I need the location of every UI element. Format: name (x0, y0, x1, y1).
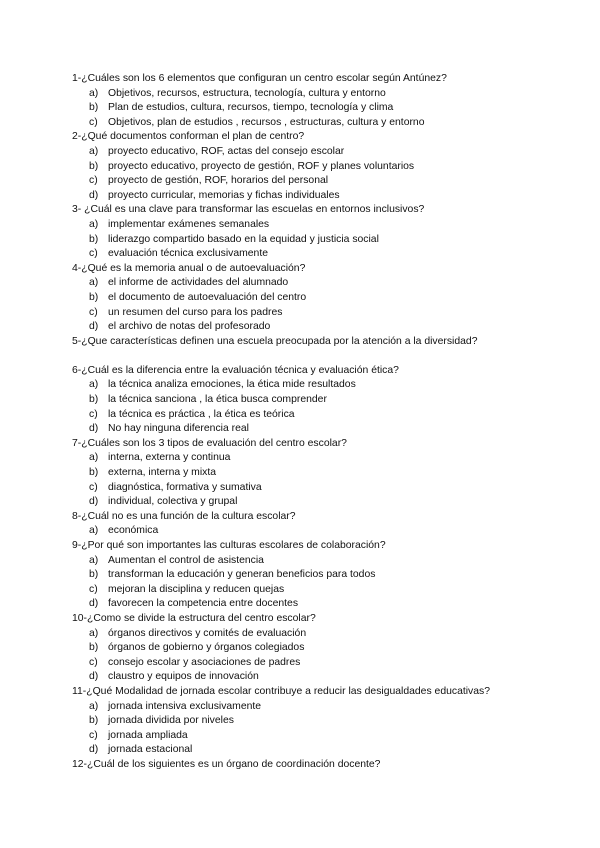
option (72, 218, 572, 233)
option-text: el informe de actividades del alumnado (108, 277, 289, 289)
option-text: el archivo de notas del profesorado (108, 321, 271, 333)
option-text: Objetivos, plan de estudios , recursos , estructuras, cultura y entorno (108, 116, 425, 128)
option-text: jornada intensiva exclusivamente (108, 700, 262, 712)
option-text: favorecen la competencia entre docentes (108, 598, 299, 610)
option-letter: b) (89, 715, 99, 727)
option (72, 656, 572, 671)
option-letter: a) (89, 218, 99, 230)
question-7: 7-¿Cuáles son los 3 tipos de evaluación del centro escolar? (72, 437, 347, 449)
option-text: la técnica sanciona , la ética busca comprender (108, 394, 327, 406)
option-letter: a) (89, 277, 99, 289)
option-letter: a) (89, 700, 99, 712)
option-letter: b) (89, 569, 99, 581)
option-text: proyecto de gestión, ROF, horarios del personal (108, 175, 329, 187)
option-letter: a) (89, 145, 99, 157)
option-text: jornada ampliada (108, 729, 188, 741)
option-letter: d) (89, 189, 99, 201)
option (72, 597, 572, 612)
option (72, 422, 572, 437)
option (72, 145, 572, 160)
option-text: jornada estacional (108, 744, 193, 756)
option (72, 247, 572, 262)
option-text: proyecto educativo, ROF, actas del consejo escolar (108, 145, 345, 157)
option (72, 174, 572, 189)
option-letter: c) (89, 408, 98, 420)
option (72, 466, 572, 481)
option (72, 481, 572, 496)
option-letter: c) (89, 116, 98, 128)
option (72, 87, 572, 102)
option (72, 670, 572, 685)
option-text: órganos directivos y comités de evaluación (108, 627, 307, 639)
option-text: diagnóstica, formativa y sumativa (108, 481, 262, 493)
option-text: el documento de autoevaluación del centro (108, 291, 307, 303)
option-text: Plan de estudios, cultura, recursos, tiempo, tecnología y clima (108, 102, 394, 114)
option-letter: c) (89, 306, 98, 318)
question-4: 4-¿Qué es la memoria anual o de autoevaluación? (72, 262, 306, 274)
option-text: Aumentan el control de asistencia (108, 554, 264, 566)
option-letter: a) (89, 87, 99, 99)
option-text: mejoran la disciplina y reducen quejas (108, 583, 285, 595)
option-letter: c) (89, 656, 98, 668)
option (72, 554, 572, 569)
question-3: 3- ¿Cuál es una clave para transformar las escuelas en entornos inclusivos? (72, 204, 425, 216)
option-text: evaluación técnica exclusivamente (108, 248, 268, 260)
question-9: 9-¿Por qué son importantes las culturas escolares de colaboración? (72, 540, 386, 551)
option-letter: c) (89, 583, 98, 595)
option-letter: a) (89, 452, 99, 464)
question-list (72, 72, 572, 773)
option (72, 393, 572, 408)
option (72, 627, 572, 642)
option-letter: b) (89, 642, 99, 654)
option (72, 714, 572, 729)
option-letter: b) (89, 233, 99, 245)
option (72, 233, 572, 248)
option (72, 729, 572, 744)
option-text: No hay ninguna diferencia real (108, 423, 249, 435)
option-letter: d) (89, 598, 99, 610)
option (72, 743, 572, 758)
question-8: 8-¿Cuál no es una función de la cultura escolar? (72, 510, 296, 522)
option-text: externa, interna y mixta (108, 467, 216, 479)
option-text: transforman la educación y generan beneficios para todos (108, 569, 376, 581)
option-text: la técnica es práctica , la ética es teórica (108, 408, 295, 420)
option-letter: c) (89, 248, 98, 260)
option (72, 700, 572, 715)
option-text: consejo escolar y asociaciones de padres (108, 656, 301, 668)
option (72, 583, 572, 598)
option (72, 320, 572, 335)
option-letter: c) (89, 481, 98, 493)
option (72, 568, 572, 583)
question-1: 1-¿Cuáles son los 6 elementos que configuran un centro escolar según Antúnez? (72, 73, 447, 84)
option-text: Objetivos, recursos, estructura, tecnología, cultura y entorno (108, 87, 386, 99)
option (72, 641, 572, 656)
option (72, 524, 572, 539)
option-letter: d) (89, 321, 99, 333)
question-2: 2-¿Qué documentos conforman el plan de centro? (72, 131, 305, 143)
option (72, 101, 572, 116)
option (72, 189, 572, 204)
option-text: un resumen del curso para los padres (108, 306, 283, 318)
option (72, 276, 572, 291)
blank-line (72, 349, 572, 364)
option-text: proyecto curricular, memorias y fichas individuales (108, 189, 340, 201)
option (72, 408, 572, 423)
option-text: proyecto educativo, proyecto de gestión, ROF y planes voluntarios (108, 160, 415, 172)
option-text: jornada dividida por niveles (108, 715, 234, 727)
option-letter: a) (89, 627, 99, 639)
option-text: órganos de gobierno y órganos colegiados (108, 642, 305, 654)
option-letter: a) (89, 379, 99, 391)
option-letter: a) (89, 525, 99, 537)
option-text: individual, colectiva y grupal (108, 496, 238, 508)
option-letter: d) (89, 496, 99, 508)
option-letter: c) (89, 175, 98, 187)
option-text: claustro y equipos de innovación (108, 671, 259, 683)
option-text: interna, externa y continua (108, 452, 231, 464)
option-letter: d) (89, 671, 99, 683)
option (72, 378, 572, 393)
option (72, 291, 572, 306)
option-letter: b) (89, 160, 99, 172)
option-letter: b) (89, 102, 99, 114)
option-letter: b) (89, 291, 99, 303)
option-letter: a) (89, 554, 99, 566)
question-11: 11-¿Qué Modalidad de jornada escolar contribuye a reducir las desigualdades educativas? (72, 685, 490, 697)
question-10: 10-¿Como se divide la estructura del centro escolar? (72, 612, 316, 624)
question-6: 6-¿Cuál es la diferencia entre la evaluación técnica y evaluación ética? (72, 364, 399, 376)
option-letter: d) (89, 423, 99, 435)
option-text: la técnica analiza emociones, la ética mide resultados (108, 379, 356, 391)
option-letter: b) (89, 467, 99, 479)
option-letter: b) (89, 394, 99, 406)
option (72, 160, 572, 175)
option (72, 306, 572, 321)
option-text: liderazgo compartido basado en la equidad y justicia social (108, 233, 379, 245)
option-text: económica (108, 525, 159, 537)
option (72, 116, 572, 131)
option-letter: c) (89, 729, 98, 741)
option-letter: d) (89, 744, 99, 756)
option (72, 495, 572, 510)
option (72, 451, 572, 466)
question-12: 12-¿Cuál de los siguientes es un órgano de coordinación docente? (72, 758, 381, 770)
option-text: implementar exámenes semanales (108, 218, 270, 230)
question-5: 5-¿Que características definen una escuela preocupada por la atención a la diversidad? (72, 335, 478, 347)
